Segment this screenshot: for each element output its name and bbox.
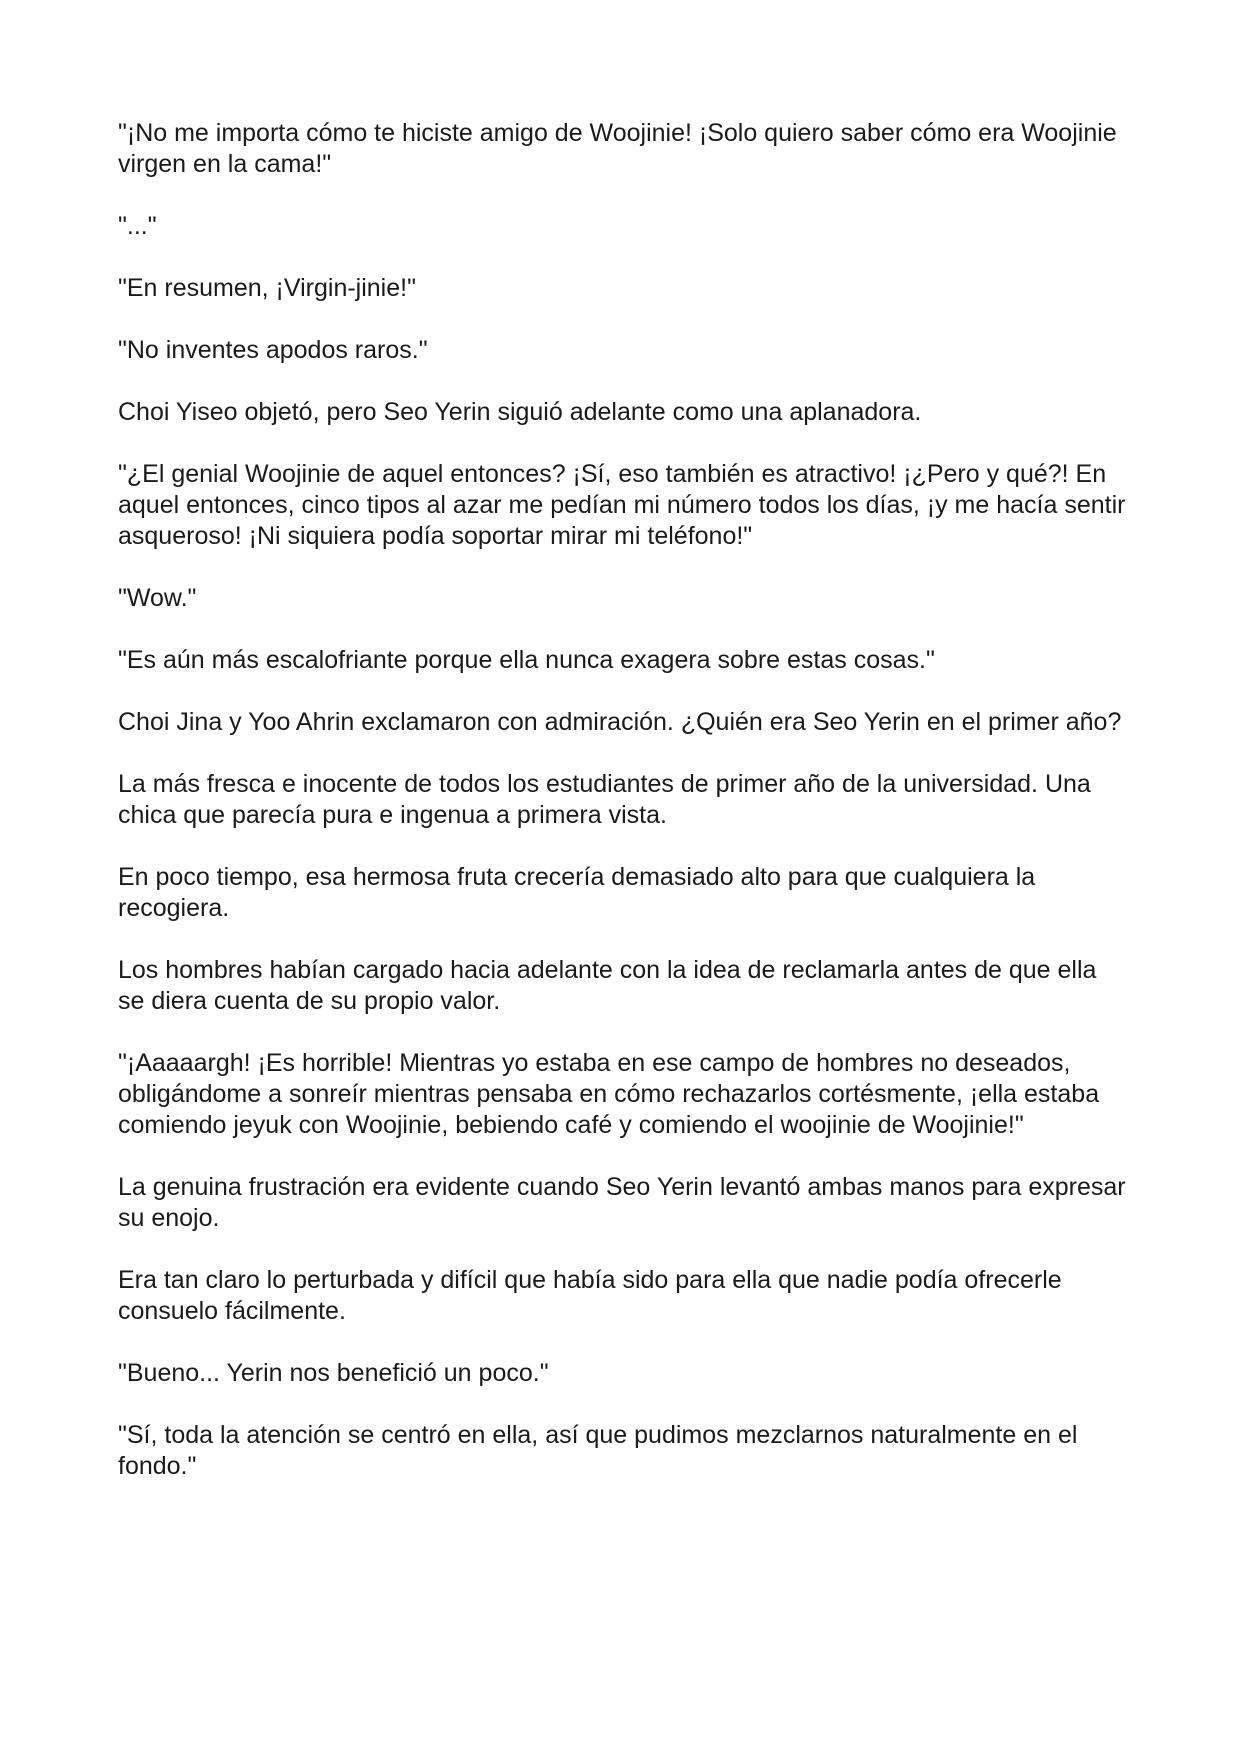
- paragraph: "Bueno... Yerin nos benefició un poco.": [118, 1359, 549, 1387]
- document-body: [118, 118, 1128, 1513]
- paragraph: En poco tiempo, esa hermosa fruta crecería demasiado alto para que cualquiera la recogiera.: [118, 863, 1036, 922]
- paragraph: La genuina frustración era evidente cuando Seo Yerin levantó ambas manos para expresar su enojo.: [118, 1173, 1126, 1232]
- paragraph: "Es aún más escalofriante porque ella nunca exagera sobre estas cosas.": [118, 646, 935, 674]
- paragraph: "Wow.": [118, 584, 197, 612]
- paragraph: "¡No me importa cómo te hiciste amigo de Woojinie! ¡Solo quiero saber cómo era Woojinie virgen en la cama!": [118, 119, 1117, 178]
- paragraph: "En resumen, ¡Virgin-jinie!": [118, 274, 416, 302]
- paragraph: Choi Yiseo objetó, pero Seo Yerin siguió adelante como una aplanadora.: [118, 398, 922, 426]
- paragraph: "No inventes apodos raros.": [118, 336, 428, 364]
- paragraph: "¡Aaaaargh! ¡Es horrible! Mientras yo estaba en ese campo de hombres no deseados, obligándome a sonreír mientras pensaba en cómo rechazarlos cortésmente, ¡ella estaba comiendo jeyuk con Woojinie, bebiendo café y comiendo el woojinie de Woojinie!": [118, 1049, 1100, 1139]
- paragraph: La más fresca e inocente de todos los estudiantes de primer año de la universidad. Una chica que parecía pura e ingenua a primera vista.: [118, 770, 1091, 829]
- paragraph: "...": [118, 212, 157, 240]
- paragraph: "¿El genial Woojinie de aquel entonces? ¡Sí, eso también es atractivo! ¡¿Pero y qué?! En aquel entonces, cinco tipos al azar me pedían mi número todos los días, ¡y me hacía sentir asqueroso! ¡Ni siquiera podía soportar mirar mi teléfono!": [118, 460, 1126, 550]
- paragraph: "Sí, toda la atención se centró en ella, así que pudimos mezclarnos naturalmente en el fondo.": [118, 1421, 1078, 1480]
- paragraph: Los hombres habían cargado hacia adelante con la idea de reclamarla antes de que ella se diera cuenta de su propio valor.: [118, 956, 1097, 1015]
- paragraph: Choi Jina y Yoo Ahrin exclamaron con admiración. ¿Quién era Seo Yerin en el primer año?: [118, 708, 1122, 736]
- paragraph: Era tan claro lo perturbada y difícil que había sido para ella que nadie podía ofrecerle consuelo fácilmente.: [118, 1266, 1062, 1325]
